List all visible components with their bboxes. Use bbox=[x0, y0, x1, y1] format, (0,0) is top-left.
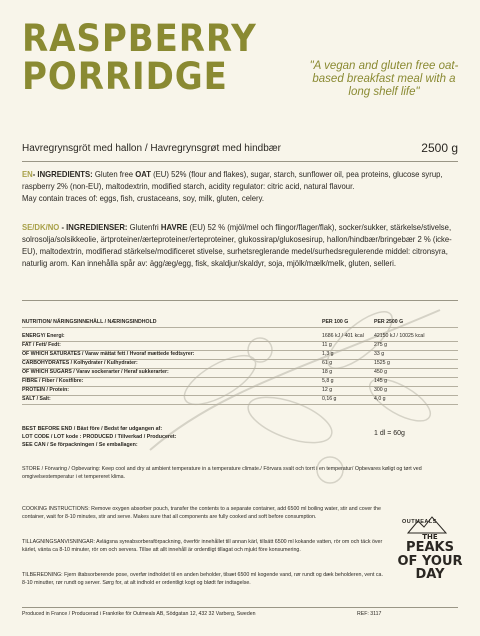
ingredients-label-nordic: - INGREDIENSER: bbox=[59, 222, 128, 232]
slogan-line-1: THE bbox=[422, 533, 438, 541]
net-weight: 2500 g bbox=[421, 141, 458, 155]
cooking-instructions-dk: TILBEREDNING: Fjern iltabsorberende pose, overfør indholdet til en anden beholder, tilsæt 6500 ml kogende vand, rør rundt og dæk beholderen, vent ca. 8-10 minutter, rør rundt og server. Sørg for, at alt indhold er ordentligt kogt og blødt før indtagelse. bbox=[22, 572, 383, 587]
ingredients-en-traces: May contain traces of: eggs, fish, crustaceans, soy, milk, gluten, celery. bbox=[22, 193, 265, 203]
title-line-1: RASPBERRY bbox=[22, 17, 257, 60]
ingredients-nordic bbox=[22, 221, 459, 269]
nutrient-label: SALT / Salt: bbox=[22, 396, 51, 402]
nutrition-table bbox=[22, 318, 458, 418]
product-subtitle: Havregrynsgröt med hallon / Havregrynsgrøt med hindbær bbox=[22, 143, 281, 154]
brand-slogan bbox=[394, 533, 466, 582]
product-tagline: "A vegan and gluten free oat-based breakfast meal with a long shelf life" bbox=[309, 60, 459, 98]
nutrient-label: FAT / Fett/ Fedt: bbox=[22, 342, 61, 348]
ingredients-nordic-start: Glutenfri bbox=[127, 222, 161, 232]
nutrient-per-100g: 5,8 g bbox=[322, 378, 334, 384]
lang-code-nordic: SE/DK/NO bbox=[22, 222, 60, 232]
nutrition-header-row bbox=[22, 318, 458, 328]
col-per-100g: PER 100 G bbox=[322, 319, 349, 325]
nutrient-per-pack: 145 g bbox=[374, 378, 387, 384]
nutrient-label: CARBOHYDRATES / Kolhydrater / Kulhydrater: bbox=[22, 360, 138, 366]
allergen-oat: OAT bbox=[135, 169, 151, 179]
title-line-2: PORRIDGE bbox=[22, 55, 228, 98]
slogan-line-4: DAY bbox=[415, 567, 445, 582]
serving-size: 1 dl = 60g bbox=[374, 430, 405, 437]
slogan-line-2: PEAKS bbox=[406, 540, 454, 555]
allergen-havre: HAVRE bbox=[160, 222, 188, 232]
divider bbox=[22, 300, 458, 301]
nutrient-label: FIBRE / Fiber / Kostfibre: bbox=[22, 378, 84, 384]
lang-code-en: EN bbox=[22, 169, 33, 179]
ingredients-en-start: Gluten free bbox=[92, 169, 136, 179]
best-before-label: BEST BEFORE END / Bäst före / Bedst før udgangen af: bbox=[22, 426, 163, 432]
nutrient-per-100g: 1686 kJ / 401 kcal bbox=[322, 333, 364, 339]
nutrient-per-pack: 1525 g bbox=[374, 360, 390, 366]
nutrient-per-100g: 61 g bbox=[322, 360, 333, 366]
nutrient-per-pack: 33 g bbox=[374, 351, 385, 357]
nutrient-label: OF WHICH SUGARS / Varav sockerarter / Heraf sukkerarter: bbox=[22, 369, 169, 375]
ingredients-en-text: (EU) 52% (flour and flakes), sugar, starch, sunflower oil, pea proteins, glucose syrup, raspberry 2% (non-EU), maltodextrin, modified starch, acidity regulator: citric acid, natural flavour. bbox=[22, 169, 443, 191]
nutrient-per-100g: 18 g bbox=[322, 369, 333, 375]
nutrient-per-100g: 0,16 g bbox=[322, 396, 337, 402]
ingredients-label-en: - INGREDIENTS: bbox=[32, 169, 93, 179]
cooking-instructions-en: COOKING INSTRUCTIONS: Remove oxygen absorber pouch, transfer the contents to a separate container, add 6500 ml boiling water, stir and cover the container, wait for 8-10 minutes, stir and serve. Makes sure that all components are fully cooked and soft before consumption. bbox=[22, 506, 381, 521]
brand-name: OUTMEALS bbox=[402, 519, 437, 525]
product-title bbox=[22, 17, 257, 98]
ingredients-nordic-text: (EU) 52 % (mjöl/mel och flingor/flager/flak), socker/sukker, stärkelse/stivelse, solrosolja/solsikkeolie, ärtproteiner/ærteproteiner/erteproteiner, glukossirap/glukosesirup, hallon/hindbær/bringebær 2 % (icke-EU), maltodextrin, modifierad stärkelse/modificeret stivelse, surhetsreglerande medel/surhedsregulerende middel: citronsyra, naturlig arom. Kan innehålla spår av: ägg/æg/egg, fisk, skaldjur/skaldyr, soja, mjölk/mælk/melk, gluten, selleri. bbox=[22, 222, 452, 268]
brand-logo bbox=[394, 513, 466, 613]
nutrient-label: PROTEIN / Protein: bbox=[22, 387, 69, 393]
nutrient-per-pack: 4,0 g bbox=[374, 396, 386, 402]
see-can-label: SEE CAN / Se förpackningen / Se emballagen: bbox=[22, 442, 138, 449]
nutrient-per-100g: 12 g bbox=[322, 387, 333, 393]
producer-info: Produced in France / Producerad i Frankrike för Outmeals AB, Södgatan 12, 432 32 Varberg, Sweden bbox=[22, 611, 256, 617]
slogan-line-3: OF YOUR bbox=[397, 553, 463, 569]
nutrient-per-pack: 42150 kJ / 10025 kcal bbox=[374, 333, 425, 339]
nutrient-per-pack: 450 g bbox=[374, 369, 387, 375]
lot-code-label: LOT CODE / LOT kode : PRODUCED / Tillverkad / Produceret: bbox=[22, 434, 177, 441]
nutrient-per-100g: 11 g bbox=[322, 342, 332, 348]
divider bbox=[22, 607, 458, 608]
divider bbox=[22, 161, 458, 162]
storage-text: STORE / Förvaring / Opbevaring: Keep cool and dry at ambient temperature in a temperature climate./ Förvara svalt och torrt i en temperatur/ Opbevares køligt og tørt ved omgivelsestemperatur i et tempereret klima. bbox=[22, 466, 422, 481]
nutrient-per-pack: 300 g bbox=[374, 387, 387, 393]
nutrient-per-100g: 1,3 g bbox=[322, 351, 334, 357]
cooking-instructions-se: TILLAGNINGSANVISNINGAR: Avlägsna syreabsorberaförpackning, överför innehållet till annan kärl, tillsätt 6500 ml kokande vatten, rör om och täck över kärlet, vänta ca 8-10 minuter, rör om och servera. Tillse att allt innehåll är ordentligt tillagat och mjukt före konsumering. bbox=[22, 539, 383, 554]
reference-number: REF: 3117 bbox=[357, 611, 382, 617]
col-per-pack: PER 2500 G bbox=[374, 319, 404, 325]
nutrition-header: NUTRITION/ NÄRINGSINNEHÅLL / NÆRINGSINDHOLD bbox=[22, 319, 157, 325]
table-row bbox=[22, 395, 458, 405]
date-block bbox=[22, 425, 442, 450]
nutrient-label: ENERGY/ Energi: bbox=[22, 333, 65, 339]
nutrient-per-pack: 275 g bbox=[374, 342, 387, 348]
nutrient-label: OF WHICH SATURATES / Varav mättat fett / Hvoraf mættede fedtsyrer: bbox=[22, 351, 195, 357]
ingredients-en bbox=[22, 168, 459, 204]
